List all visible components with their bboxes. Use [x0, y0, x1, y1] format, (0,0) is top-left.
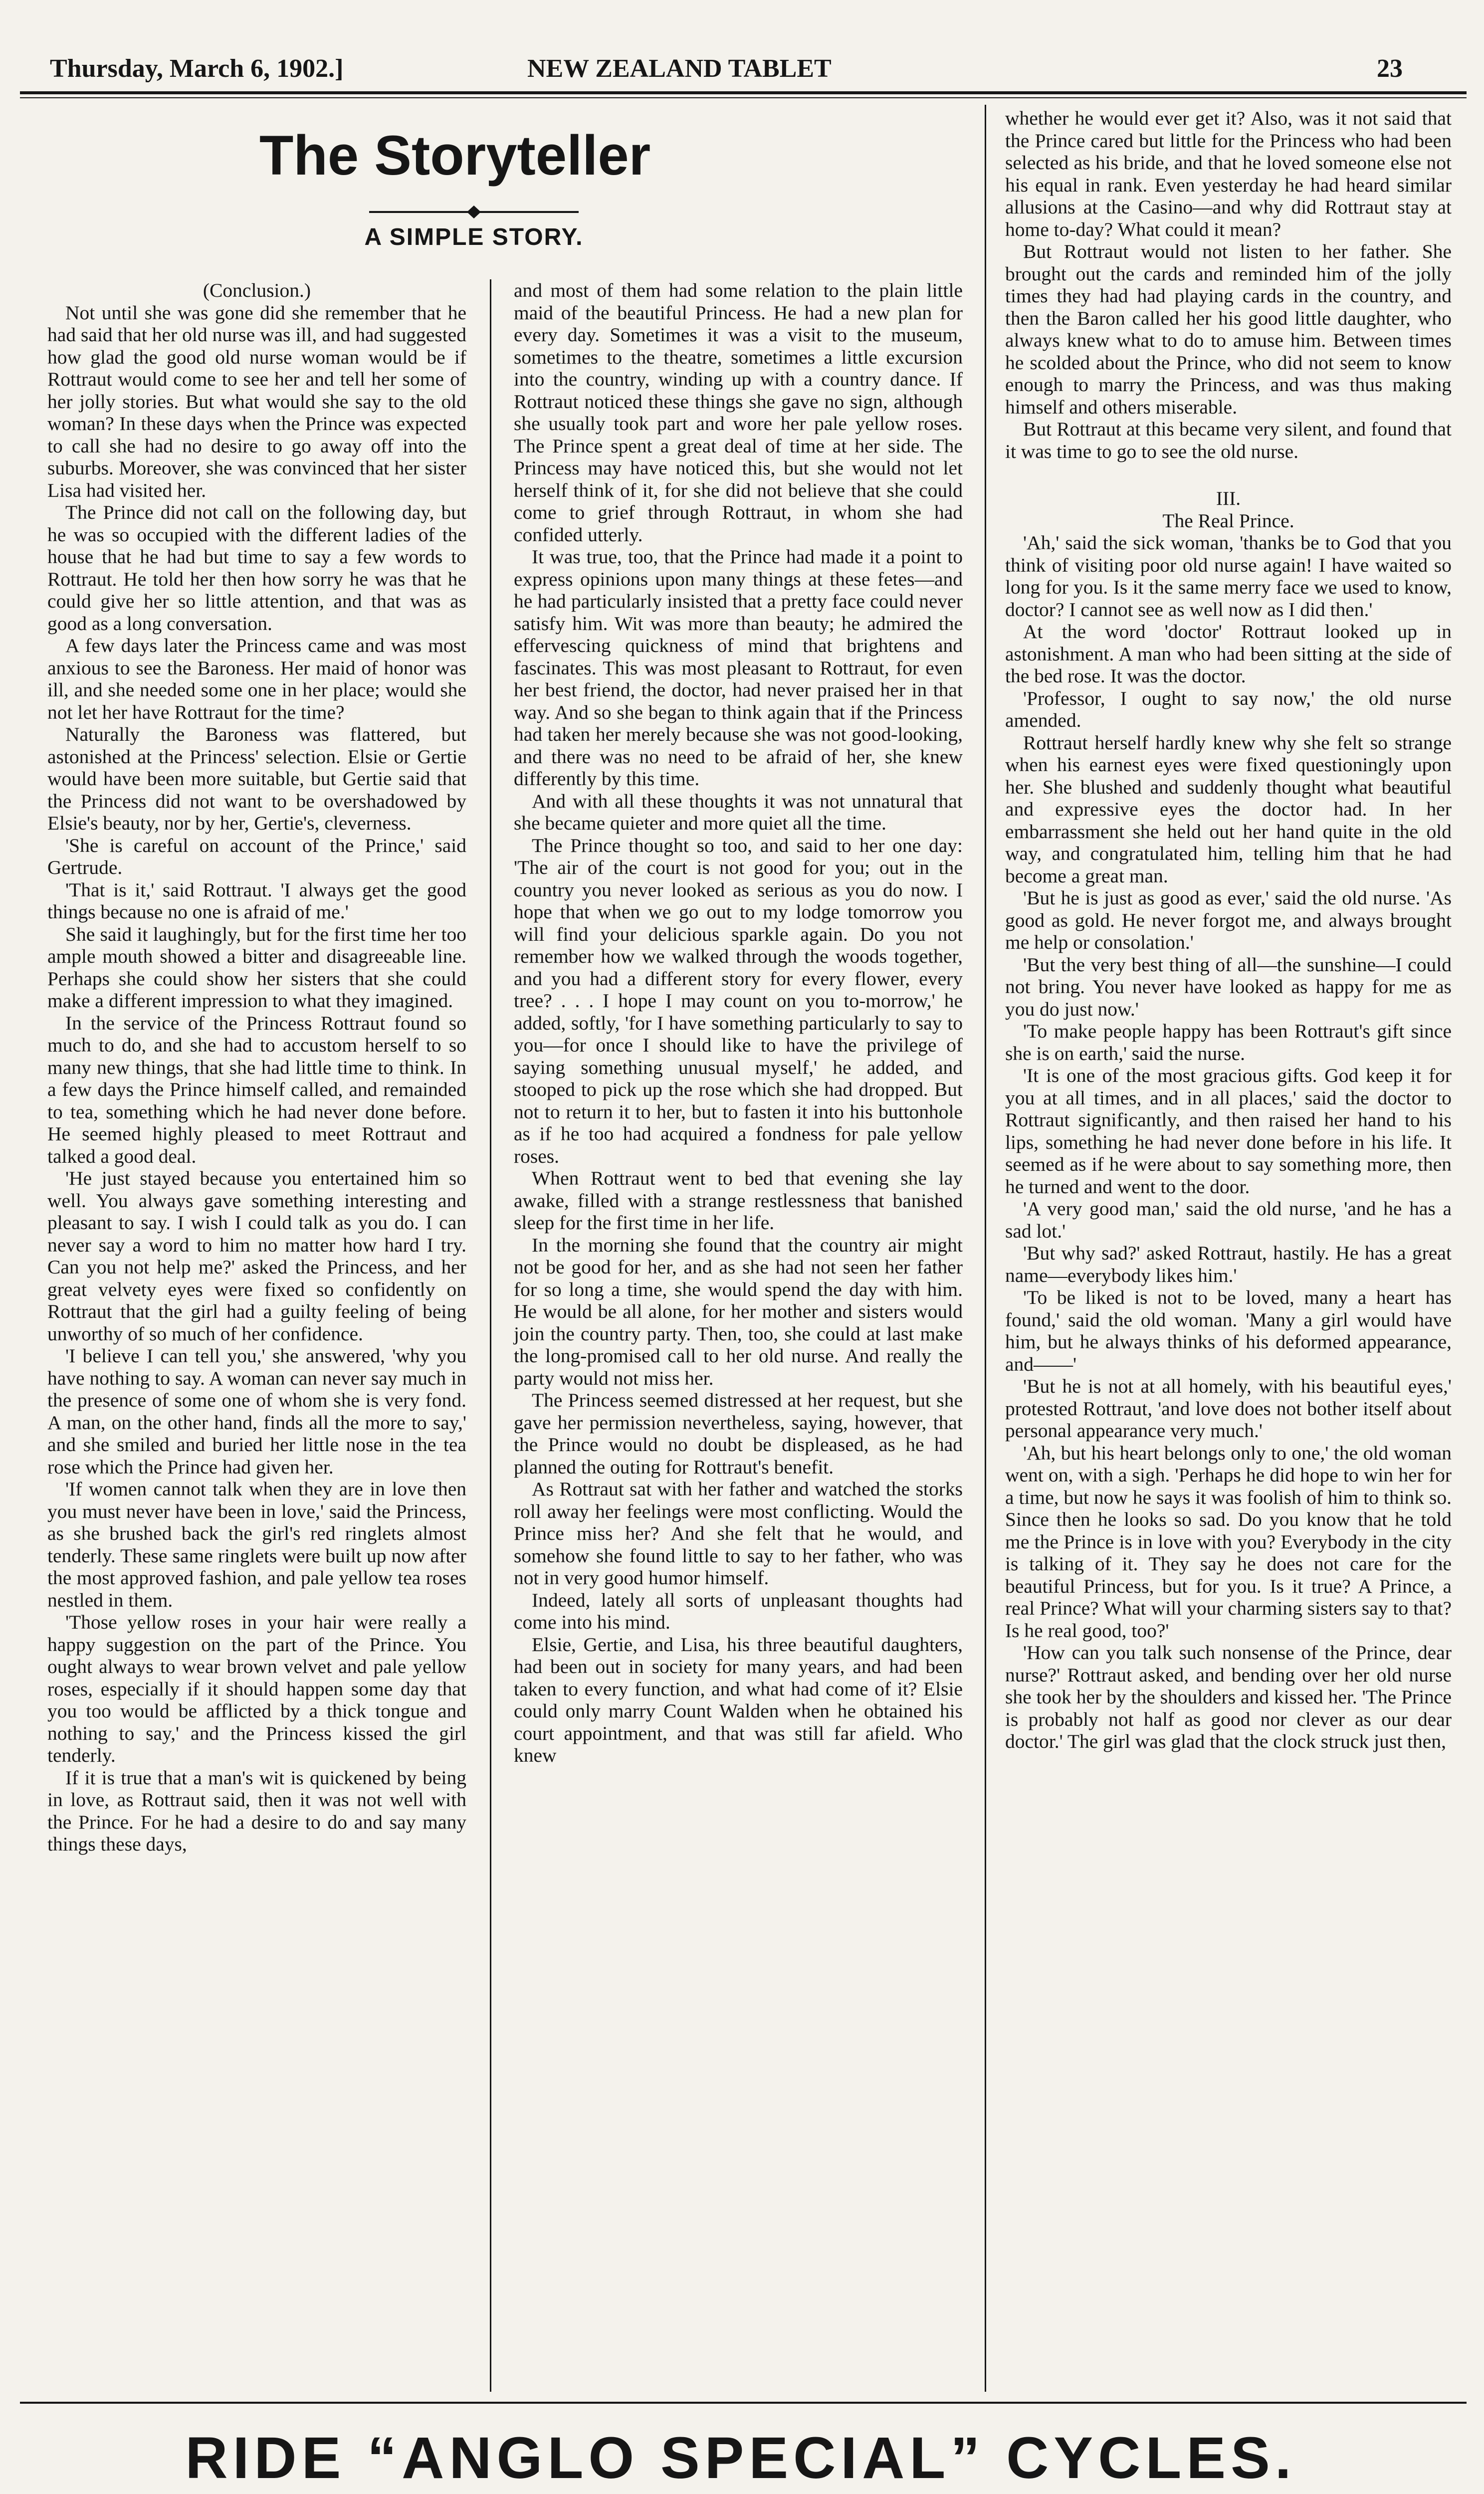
header-date: Thursday, March 6, 1902.]	[50, 54, 344, 83]
paragraph: 'I believe I can tell you,' she answered, 'why you have nothing to say. A woman can never say much in the presence of some one of whom she is very fond. A man, on the other hand, finds all the more to say,' and she smiled and buried her little nose in the tea rose which the Prince had given her.	[47, 1345, 466, 1478]
paragraph: 'But he is just as good as ever,' said the old nurse. 'As good as gold. He never forgot me, and always brought me help or consolation.'	[1005, 887, 1452, 953]
paragraph: Not until she was gone did she remember that he had said that her old nurse was ill, and had suggested how glad the good old nurse woman would be if Rottraut would come to see her and tell her some of her jolly stories. But what would she say to the old woman? In these days when the Prince was expected to call she had no desire to go away off into the suburbs. Moreover, she was convinced that her sister Lisa had visited her.	[47, 301, 466, 501]
paragraph: 'If women cannot talk when they are in love then you must never have been in love,' said the Princess, as she brushed back the girl's red ringlets almost tenderly. These same ringlets were built up now after the most approved fashion, and pale yellow tea roses nestled in them.	[47, 1478, 466, 1611]
column-3	[1005, 107, 1452, 1753]
paragraph: 'How can you talk such nonsense of the Prince, dear nurse?' Rottraut asked, and bending over her old nurse she took her by the shoulders and kissed her. 'The Prince is probably not half as good nor clever as our dear doctor.' The girl was glad that the clock struck just then,	[1005, 1642, 1452, 1752]
paragraph: In the service of the Princess Rottraut found so much to do, and she had to accustom herself to so many new things, that she had little time to think. In a few days the Prince himself called, and remainded to tea, something which he had never done before. He seemed highly pleased to meet Rottraut and talked a good deal.	[47, 1012, 466, 1167]
column-rule-2	[985, 105, 986, 2392]
title-ornament	[369, 205, 579, 219]
paragraph: Indeed, lately all sorts of unpleasant thoughts had come into his mind.	[514, 1589, 963, 1633]
column-2	[514, 279, 963, 1767]
conclusion-label: (Conclusion.)	[203, 279, 311, 301]
column-1	[47, 279, 466, 1856]
paragraph: The Prince thought so too, and said to her one day: 'The air of the court is not good for you; out in the country you never looked as serious as you do now. I hope that when we go out to my lodge tomorrow you will find your delicious sparkle again. Do you not remember how we walked through the woods together, and you had a different story for every flower, every tree? . . . I hope I may count on you to-morrow,' he added, softly, 'for I have something particularly to say to you—for once I should like to have the privilege of saying something unusual myself,' he added, and stooped to pick up the rose which she had dropped. But not to return it to her, but to fasten it into his buttonhole as if he too had acquired a fondness for pale yellow roses.	[514, 834, 963, 1167]
paragraph: 'But he is not at all homely, with his beautiful eyes,' protested Rottraut, 'and love does not bother itself about personal appearance very much.'	[1005, 1375, 1452, 1442]
advertisement-banner: RIDE “ANGLO SPECIAL” CYCLES.	[185, 2425, 1296, 2491]
header-page-number: 23	[1377, 54, 1403, 83]
paragraph: whether he would ever get it? Also, was it not said that the Prince cared but little for the Princess who had been selected as his bride, and that he loved someone else not his equal in rank. Even yesterday he had heard similar allusions at the Casino—and why did Rottraut stay at home to-day? What could it mean?	[1005, 107, 1452, 240]
header-publication: NEW ZEALAND TABLET	[527, 54, 832, 83]
paragraph: She said it laughingly, but for the first time her too ample mouth showed a bitter and disagreeable line. Perhaps she could show her sisters that she could make a different impression to what they imagined.	[47, 923, 466, 1012]
ad-rule	[20, 2402, 1467, 2404]
paragraph: When Rottraut went to bed that evening she lay awake, filled with a strange restlessness that banished sleep for the first time in her life.	[514, 1167, 963, 1234]
header-rule	[20, 91, 1467, 94]
paragraph: At the word 'doctor' Rottraut looked up in astonishment. A man who had been sitting at the side of the bed rose. It was the doctor.	[1005, 621, 1452, 687]
paragraph: 'Professor, I ought to say now,' the old nurse amended.	[1005, 687, 1452, 731]
paragraph: But Rottraut at this became very silent, and found that it was time to go to see the old nurse.	[1005, 418, 1452, 462]
section-number: III.	[1216, 487, 1241, 509]
paragraph: If it is true that a man's wit is quickened by being in love, as Rottraut said, then it was not well with the Prince. For he had a desire to do and say many things these days,	[47, 1766, 466, 1855]
article-subtitle: A SIMPLE STORY.	[364, 224, 584, 250]
paragraph: The Princess seemed distressed at her request, but she gave her permission nevertheless, saying, however, that the Prince would no doubt be displeased, as he had planned the outing for Rottraut's benefit.	[514, 1389, 963, 1478]
paragraph: and most of them had some relation to the plain little maid of the beautiful Princess. He had a new plan for every day. Sometimes it was a visit to the museum, sometimes to the theatre, sometimes a little excursion into the country, winding up with a country dance. If Rottraut noticed these things she gave no sign, although she usually took part and wore her pale yellow roses. The Prince spent a great deal of time at her side. The Princess may have noticed this, but she would not let herself think of it, for she did not believe that she could come to grief through Rottraut, in whom she had confided utterly.	[514, 279, 963, 546]
paragraph: And with all these thoughts it was not unnatural that she became quieter and more quiet all the time.	[514, 790, 963, 834]
header-rule-thin	[20, 97, 1467, 98]
paragraph: Naturally the Baroness was flattered, but astonished at the Princess' selection. Elsie or Gertie would have been more suitable, but Gertie said that the Princess did not want to be overshadowed by Elsie's beauty, nor by her, Gertie's, cleverness.	[47, 723, 466, 834]
column-rule-1	[490, 279, 491, 2392]
paragraph: It was true, too, that the Prince had made it a point to express opinions upon many things at these fetes—and he had particularly insisted that a pretty face could never satisfy him. Wit was more than beauty; he admired the effervescing quickness of mind that brightens and fascinates. This was most pleasant to Rottraut, for even her best friend, the doctor, had never praised her in that way. And so she began to think again that if the Princess had taken her merely because she was not good-looking, and there was no need to be afraid of her, she knew differently by this time.	[514, 546, 963, 790]
paragraph: 'But why sad?' asked Rottraut, hastily. He has a great name—everybody likes him.'	[1005, 1242, 1452, 1286]
paragraph: 'To make people happy has been Rottraut's gift since she is on earth,' said the nurse.	[1005, 1020, 1452, 1064]
paragraph: 'He just stayed because you entertained him so well. You always gave something interesting and pleasant to say. I wish I could talk as you do. I can never say a word to him no matter how hard I try. Can you not help me?' asked the Princess, and her great velvety eyes were fixed so confidently on Rottraut that the girl had a guilty feeling of being unworthy of so much of her confidence.	[47, 1167, 466, 1345]
paragraph: 'But the very best thing of all—the sunshine—I could not bring. You never have looked as happy for me as you do just now.'	[1005, 953, 1452, 1020]
paragraph: As Rottraut sat with her father and watched the storks roll away her feelings were most conflicting. Would the Prince miss her? And she felt that he would, and somehow she found little to say to her father, who was not in very good humor himself.	[514, 1478, 963, 1589]
paragraph: 'It is one of the most gracious gifts. God keep it for you at all times, and in all places,' said the doctor to Rottraut significantly, and then raised her hand to his lips, something he had never done before in his life. It seemed as if he were about to say something more, then he turned and went to the door.	[1005, 1064, 1452, 1198]
article-title: The Storyteller	[259, 124, 651, 187]
paragraph: In the morning she found that the country air might not be good for her, and as she had not seen her father for so long a time, she would spend the day with him. He would be all alone, for her mother and sisters would join the country party. Then, too, she could at last make the long-promised call to her old nurse. And really the party would not miss her.	[514, 1234, 963, 1389]
paragraph: 'Those yellow roses in your hair were really a happy suggestion on the part of the Prince. You ought always to wear brown velvet and pale yellow roses, especially if it should happen some day that you too would be afflicted by a thick tongue and nothing to say,' and the Princess kissed the girl tenderly.	[47, 1611, 466, 1766]
paragraph: 'Ah,' said the sick woman, 'thanks be to God that you think of visiting poor old nurse again! I have waited so long for you. Is it the same merry face we used to know, doctor? I cannot see as well now as I did then.'	[1005, 532, 1452, 621]
paragraph: But Rottraut would not listen to her father. She brought out the cards and reminded him of the jolly times they had had playing cards in the country, and then the Baron called her his good little daughter, who always knew what to do to amuse him. Between times he scolded about the Prince, who did not seem to know enough to marry the Princess, and was thus making himself and others miserable.	[1005, 240, 1452, 418]
paragraph: Elsie, Gertie, and Lisa, his three beautiful daughters, had been out in society for many years, and had been taken to every function, and what had come of it? Elsie could only marry Count Walden when he obtained his court appointment, and that was still far afield. Who knew	[514, 1633, 963, 1766]
paragraph: The Prince did not call on the following day, but he was so occupied with the different ladies of the house that he had but time to say a few words to Rottraut. He told her then how sorry he was that he could give her so little attention, and that was as good as a long conversation.	[47, 501, 466, 634]
paragraph: 'A very good man,' said the old nurse, 'and he has a sad lot.'	[1005, 1198, 1452, 1242]
paragraph: 'To be liked is not to be loved, many a heart has found,' said the old woman. 'Many a girl would have him, but he always thinks of his deformed appearance, and——'	[1005, 1286, 1452, 1375]
section-title: The Real Prince.	[1162, 509, 1294, 532]
paragraph: 'Ah, but his heart belongs only to one,' the old woman went on, with a sigh. 'Perhaps he did hope to win her for a time, but now he says it was foolish of him to think so. Since then he looks so sad. Do you know that he told me the Prince is in love with you? Everybody in the city is talking of it. They say he does not care for the beautiful Princess, but for you. Is it true? A Prince, a real Prince? What will your charming sisters say to that? Is he real good, too?'	[1005, 1442, 1452, 1642]
paragraph: 'She is careful on account of the Prince,' said Gertrude.	[47, 834, 466, 878]
paragraph: A few days later the Princess came and was most anxious to see the Baroness. Her maid of honor was ill, and she needed some one in her place; would she not let her have Rottraut for the time?	[47, 634, 466, 723]
paragraph: 'That is it,' said Rottraut. 'I always get the good things because no one is afraid of me.'	[47, 878, 466, 923]
paragraph: Rottraut herself hardly knew why she felt so strange when his earnest eyes were fixed questioningly upon her. She blushed and suddenly thought what beautiful and expressive eyes the doctor had. In her embarrassment she held out her hand quite in the old way, and congratulated him, telling him that he had become a great man.	[1005, 731, 1452, 887]
